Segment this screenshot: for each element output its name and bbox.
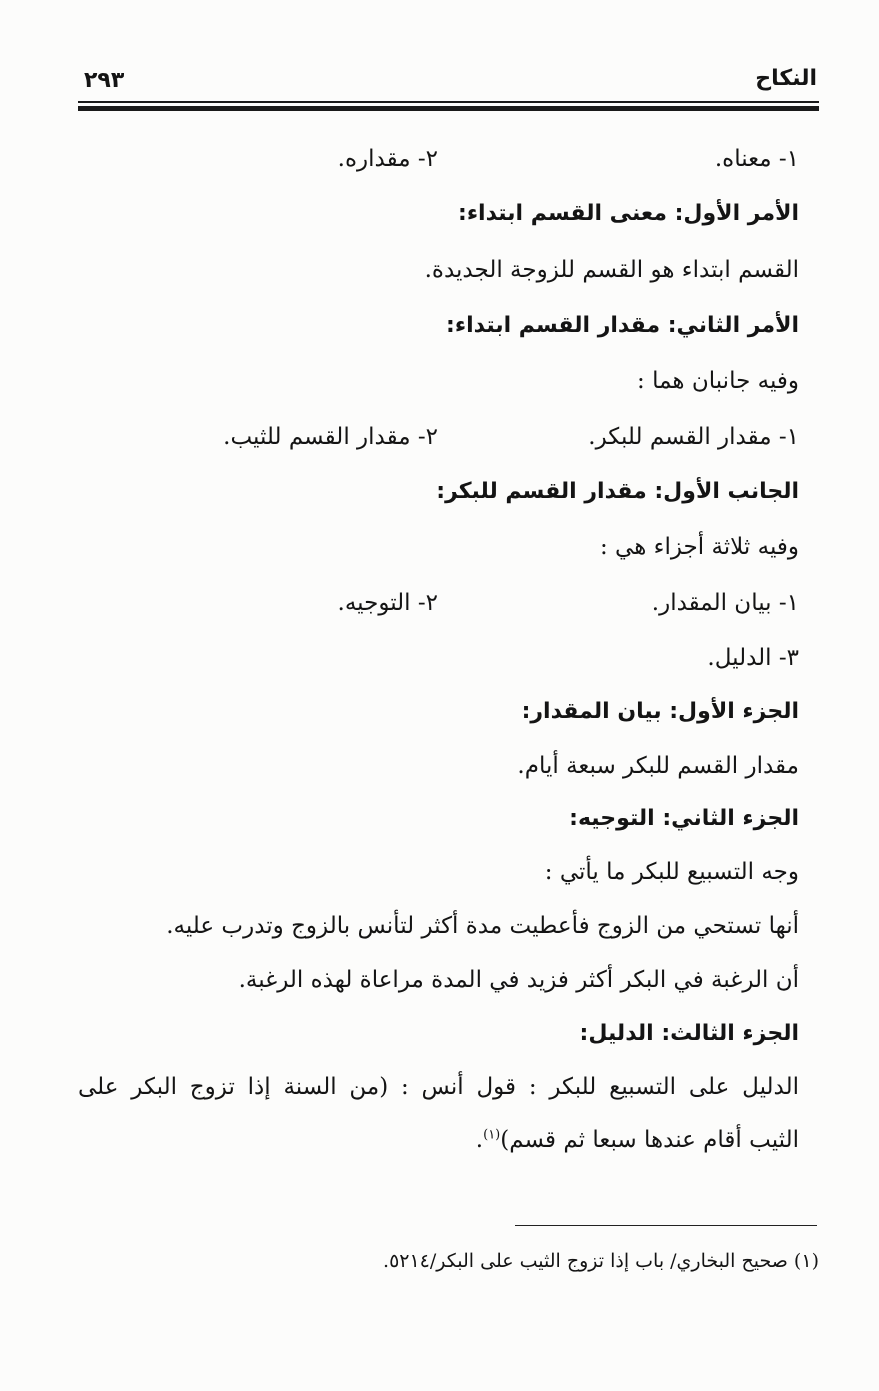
header-rule-thick — [78, 106, 819, 111]
paragraph: القسم ابتداء هو القسم للزوجة الجديدة. — [424, 257, 799, 283]
header-rule-thin — [78, 101, 819, 103]
paragraph: أنها تستحي من الزوج فأعطيت مدة أكثر لتأنس بالزوج وتدرب عليه. — [166, 913, 799, 939]
paragraph: وجه التسبيع للبكر ما يأتي : — [544, 859, 799, 885]
paragraph: وفيه جانبان هما : — [637, 368, 799, 394]
section-heading: الأمر الأول: معنى القسم ابتداء: — [458, 201, 799, 226]
list-item: ١- مقدار القسم للبكر. — [588, 424, 799, 450]
list-item: ٢- مقدار القسم للثيب. — [223, 424, 438, 450]
list-item: ٢- التوجيه. — [337, 590, 438, 616]
footnote-reference[interactable]: (١) — [483, 1127, 501, 1143]
list-item: ٢- مقداره. — [337, 146, 438, 172]
paragraph: أن الرغبة في البكر أكثر فزيد في المدة مراعاة لهذه الرغبة. — [238, 967, 799, 993]
footnote-separator — [515, 1225, 817, 1226]
list-item: ١- بيان المقدار. — [651, 590, 799, 616]
subsection-heading: الجزء الأول: بيان المقدار: — [521, 699, 799, 724]
section-heading: الأمر الثاني: مقدار القسم ابتداء: — [446, 313, 799, 338]
page-number: ٢٩٣ — [84, 68, 125, 93]
running-header-title: النكاح — [755, 66, 817, 91]
footnote: (١) صحيح البخاري/ باب إذا تزوج الثيب على البكر/٥٢١٤. — [383, 1250, 819, 1272]
quote-text: الثيب أقام عندها سبعا ثم قسم) — [500, 1127, 799, 1153]
subsection-heading: الجزء الثالث: الدليل: — [579, 1021, 799, 1046]
subsection-heading: الجزء الثاني: التوجيه: — [569, 806, 799, 831]
list-item: ٣- الدليل. — [707, 645, 799, 671]
paragraph: مقدار القسم للبكر سبعة أيام. — [517, 753, 799, 779]
paragraph: الدليل على التسبيع للبكر : قول أنس : (من السنة إذا تزوج البكر على — [78, 1074, 799, 1100]
paragraph: وفيه ثلاثة أجزاء هي : — [599, 534, 799, 560]
paragraph-end — [476, 1126, 799, 1156]
quote-end-period: . — [475, 1127, 484, 1153]
list-item: ١- معناه. — [714, 146, 799, 172]
section-heading: الجانب الأول: مقدار القسم للبكر: — [436, 479, 799, 504]
